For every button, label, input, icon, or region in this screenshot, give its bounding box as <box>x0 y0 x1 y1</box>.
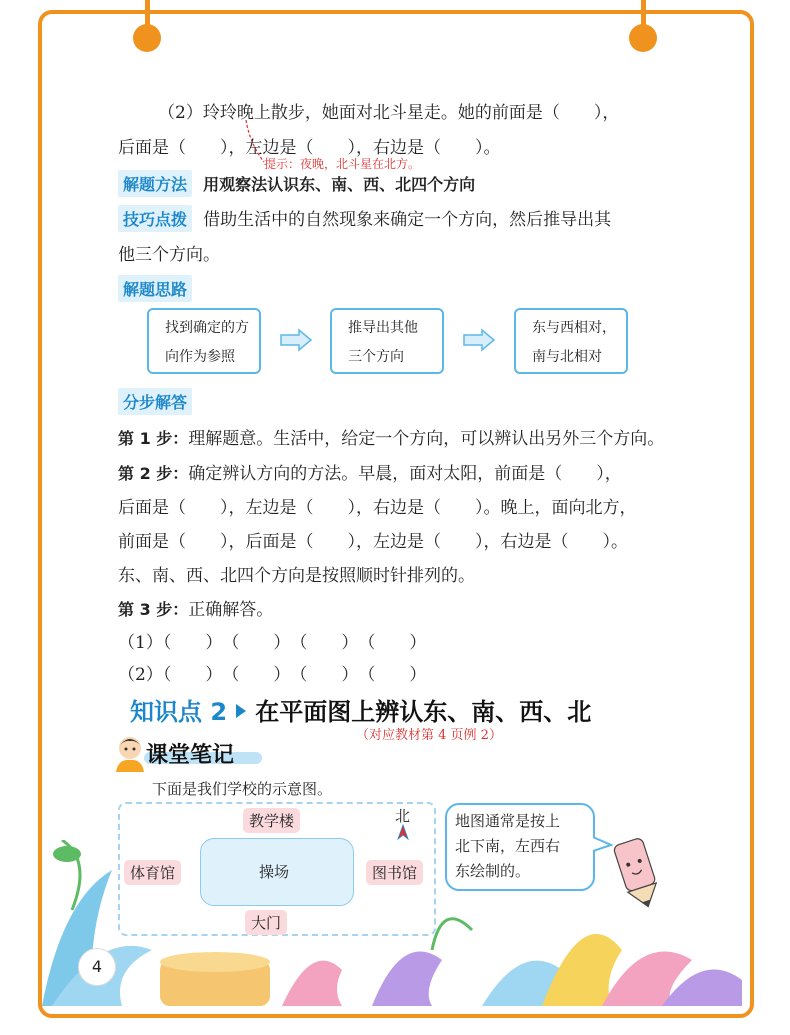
page-number: 4 <box>78 948 116 986</box>
student-avatar-icon <box>110 732 150 772</box>
step1-label: 第 1 步： <box>118 429 189 448</box>
notes-title: 课堂笔记 <box>146 743 235 768</box>
bubble-line3: 东绘制的。 <box>455 862 531 880</box>
flow-box-3 <box>514 308 628 374</box>
method-tag: 解题方法 <box>118 170 192 197</box>
tips-line1: 借助生活中的自然现象来确定一个方向，然后推导出其 <box>203 210 612 230</box>
north-arrow-icon <box>397 824 409 840</box>
tips-line2: 他三个方向。 <box>118 245 220 265</box>
idea-tag: 解题思路 <box>118 275 192 302</box>
map-teaching-building: 教学楼 <box>243 808 300 833</box>
method-text: 用观察法认识东、南、西、北四个方向 <box>203 175 476 194</box>
idea-row <box>118 275 192 302</box>
steps-tag: 分步解答 <box>118 388 192 415</box>
flow-arrow-icon-1 <box>279 328 313 352</box>
notes-intro: 下面是我们学校的示意图。 <box>152 780 333 798</box>
question2-line1: （2）玲玲晚上散步，她面对北斗星走。她的前面是（ ）， <box>158 103 620 123</box>
question2-line2: 后面是（ ），左边是（ ），右边是（ ）。 <box>118 138 501 158</box>
step2 <box>118 459 622 484</box>
knowledge-point-heading <box>130 692 591 727</box>
map-north-label: 北 <box>395 807 411 825</box>
knowledge-point-title: 在平面图上辨认东、南、西、北 <box>255 698 592 726</box>
binder-ring-right <box>629 24 657 52</box>
step1-text: 理解题意。生活中，给定一个方向，可以辨认出另外三个方向。 <box>188 429 665 449</box>
step2-line2: 后面是（ ），左边是（ ），右边是（ ）。晚上，面向北方， <box>118 498 637 518</box>
flow-box-2-line2: 三个方向 <box>348 349 404 365</box>
map-playground: 操场 <box>259 863 290 881</box>
knowledge-point-label: 知识点 2 <box>130 698 228 726</box>
bubble-line2: 北下南，左西右 <box>455 837 561 855</box>
flow-box-3-line2: 南与北相对 <box>532 349 602 365</box>
binder-ring-left <box>133 24 161 52</box>
answer1: （1）（ ） （ ） （ ） （ ） <box>118 633 427 653</box>
tips-tag: 技巧点拨 <box>118 205 192 232</box>
answer2: （2）（ ） （ ） （ ） （ ） <box>118 665 427 685</box>
step2-label: 第 2 步： <box>118 464 189 483</box>
step2-text: 确定辨认方向的方法。早晨，面对太阳，前面是（ ）， <box>188 464 622 484</box>
step1 <box>118 424 664 449</box>
map-gate: 大门 <box>245 910 287 935</box>
bubble-line1: 地图通常是按上 <box>455 812 561 830</box>
method-row <box>118 170 475 197</box>
flow-box-2 <box>330 308 444 374</box>
map-library: 图书馆 <box>366 860 423 885</box>
flow-arrow-icon-2 <box>462 328 496 352</box>
map-gym: 体育馆 <box>124 860 181 885</box>
knowledge-point-reference: （对应教材第 4 页例 2） <box>356 728 502 743</box>
step3 <box>118 595 273 620</box>
flow-box-3-line1: 东与西相对， <box>532 320 616 336</box>
step3-text: 正确解答。 <box>188 600 274 620</box>
flow-box-1 <box>147 308 261 374</box>
triangle-arrow-icon <box>234 702 248 720</box>
bottom-plant-decoration <box>42 840 742 1006</box>
step2-line4: 东、南、西、北四个方向是按照顺时针排列的。 <box>118 566 475 586</box>
flow-box-2-line1: 推导出其他 <box>348 320 418 336</box>
step2-line3: 前面是（ ），后面是（ ），左边是（ ），右边是（ ）。 <box>118 532 628 552</box>
tips-row <box>118 205 611 232</box>
hint-text: 提示：夜晚，北斗星在北方。 <box>264 157 421 171</box>
steps-row <box>118 388 192 415</box>
flow-box-1-line1: 找到确定的方 <box>165 320 249 336</box>
step3-label: 第 3 步： <box>118 600 189 619</box>
flow-box-1-line2: 向作为参照 <box>165 349 235 365</box>
